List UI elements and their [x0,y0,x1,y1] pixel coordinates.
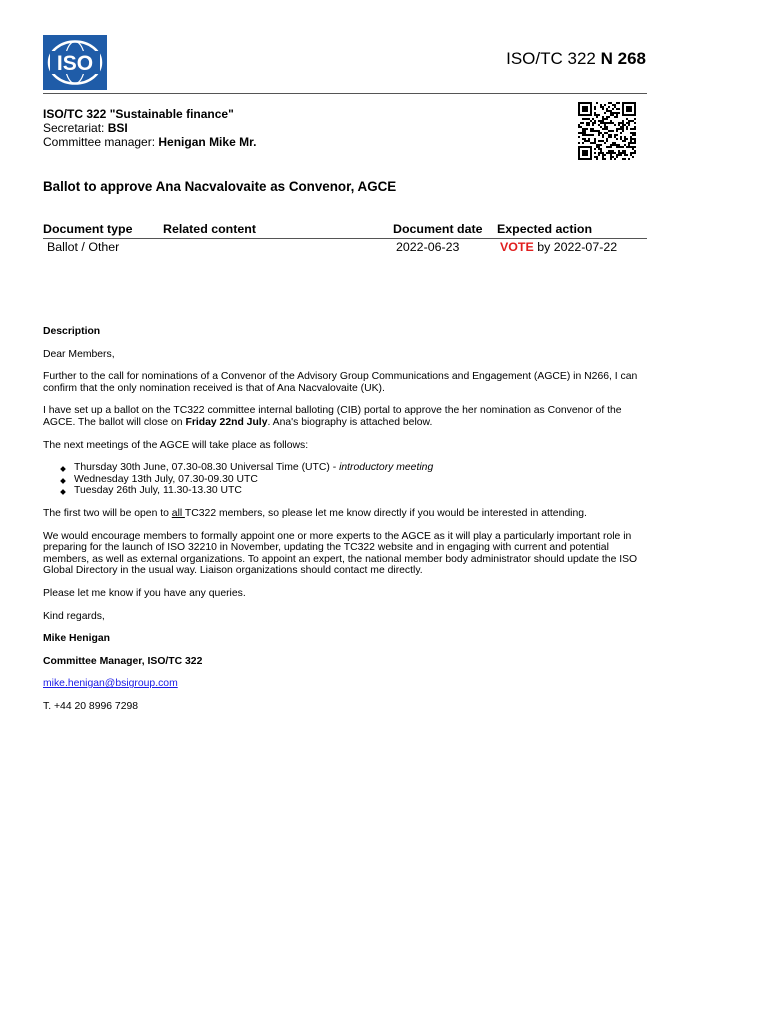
cell-document-type: Ballot / Other [47,240,120,254]
greeting: Dear Members, [43,348,115,360]
meeting-note: introductory meeting [339,462,434,474]
list-item [61,462,643,474]
manager-label: Committee manager: [43,135,156,149]
closing: Kind regards, [43,610,105,622]
doc-number: N 268 [600,49,646,68]
vote-label: VOTE [500,240,534,254]
email-link[interactable]: mike.henigan@bsigroup.com [43,678,178,690]
col-header-document-date: Document date [393,222,483,236]
paragraph-queries: Please let me know if you have any queries. [43,587,246,599]
secretariat-label: Secretariat: [43,121,105,135]
paragraph-ballot [43,405,643,428]
iso-logo [43,35,107,90]
cell-expected-action [500,240,617,254]
meeting-time: Thursday 30th June, 07.30-08.30 Universal Time (UTC) - [74,462,340,474]
paragraph-open-meetings [43,508,643,520]
open-text: The first two will be open to [43,507,172,519]
signature-name: Mike Henigan [43,633,110,645]
open-all: all [171,507,185,519]
signature-title: Committee Manager, ISO/TC 322 [43,655,203,667]
committee-info [43,107,256,149]
col-header-related-content: Related content [163,222,256,236]
phone-number: T. +44 20 8996 7298 [43,700,139,712]
vote-deadline: by 2022-07-22 [537,240,618,254]
secretariat-value: BSI [107,121,128,135]
col-header-expected-action: Expected action [497,222,593,236]
paragraph-meetings: The next meetings of the AGCE will take place as follows: [43,439,309,451]
ballot-text-end: . Ana's biography is attached below. [267,416,433,428]
list-item [61,474,643,486]
description-heading: Description [43,326,101,337]
paragraph-experts: We would encourage members to formally appoint one or more experts to the AGCE as it will play a particularly important role in preparing for the launch of ISO 32210 in November, updating the TC322 website and in engaging with current and potential members, as well as external organizations. To appoint an expert, the national member body administrator should update the ISO Global Directory in the usual way. Liaison organizations should contact me directly. [43,530,638,577]
committee-name: ISO/TC 322 "Sustainable finance" [43,107,234,121]
paragraph-nomination: Further to the call for nominations of a Convenor of the Advisory Group Communications and Engagement (AGCE) in N266, I can confirm that the only nomination received is that of Ana Nacvalovaite (UK). [43,371,638,394]
table-divider [43,238,647,239]
meeting-time: Wednesday 13th July, 07.30-09.30 UTC [74,473,258,485]
description [43,326,643,723]
document-number [506,49,646,69]
doc-prefix: ISO/TC 322 [506,49,596,68]
ballot-close-date: Friday 22nd July [185,416,268,428]
meeting-list [43,462,643,497]
list-item [61,485,643,497]
meeting-time: Tuesday 26th July, 11.30-13.30 UTC [74,485,242,497]
cell-document-date: 2022-06-23 [396,240,460,254]
manager-value: Henigan Mike Mr. [158,135,257,149]
logo-text: ISO [56,52,94,75]
open-text-end: TC322 members, so please let me know directly if you would be interested in attending. [184,507,587,519]
col-header-document-type: Document type [43,222,133,236]
page-title: Ballot to approve Ana Nacvalovaite as Convenor, AGCE [43,179,397,194]
ballot-text: I have set up a ballot on the TC322 committee internal balloting (CIB) portal to approve the her nomination as Convenor of the AGCE. The ballot will close on [43,405,622,428]
qr-code[interactable] [578,102,636,160]
header-divider [43,93,647,94]
